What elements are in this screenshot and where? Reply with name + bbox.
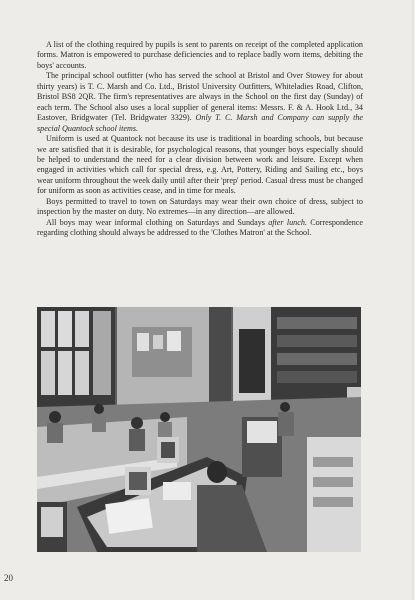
paragraph-outfitter: The principal school outfitter (who has served the school at Bristol and Over Stowey for about thirty years) is T. C. Marsh and Co. Ltd., Bristol University Outfitters, Whiteladies Road, Clifton, Bristol BS8 2QR. The firm's representatives are always in the School on the first day (Sunday) of each term. The School also uses a local supplier of general items: Messrs. F. & A. Hook Ltd., 34 Eastover, Bridgwater (Tel. Bridgwater 3329). Only T. C. Marsh and Company can supply the special Quantock school items.: [37, 71, 363, 133]
paragraph-town-dress: Boys permitted to travel to town on Saturdays may wear their own choice of dress, subject to inspection by the master on duty. No extremes—in any direction—are allowed.: [37, 196, 363, 217]
paragraph-uniform: Uniform is used at Quantock not because its use is traditional in boarding schools, but because we are satisfied that it is desirable, for psychological reasons, that younger boys especially should be helped to understand the need for a clear division between work and leisure. Except when engaged in activities which call for special dress, e.g. Art, Pottery, Riding and Sailing etc., boys wear uniform throughout the week daily until after their 'prep' period. Casual dress must be changed for uniform as soon as activities cease, and in time for meals.: [37, 134, 363, 196]
paragraph-informal: All boys may wear informal clothing on Saturdays and Sundays after lunch. Correspondence regarding clothing should always be addressed to the 'Clothes Matron' at the School.: [37, 217, 363, 238]
library-photograph: [37, 307, 361, 552]
paragraph-clothing-list: A list of the clothing required by pupils is sent to parents on receipt of the completed application forms. Matron is empowered to purchase deficiencies and to replace badly worn items, debiting the boys' accounts.: [37, 40, 363, 70]
library-photo-illustration: [37, 307, 361, 552]
page-number: 20: [4, 573, 13, 583]
body-text: [37, 40, 363, 239]
